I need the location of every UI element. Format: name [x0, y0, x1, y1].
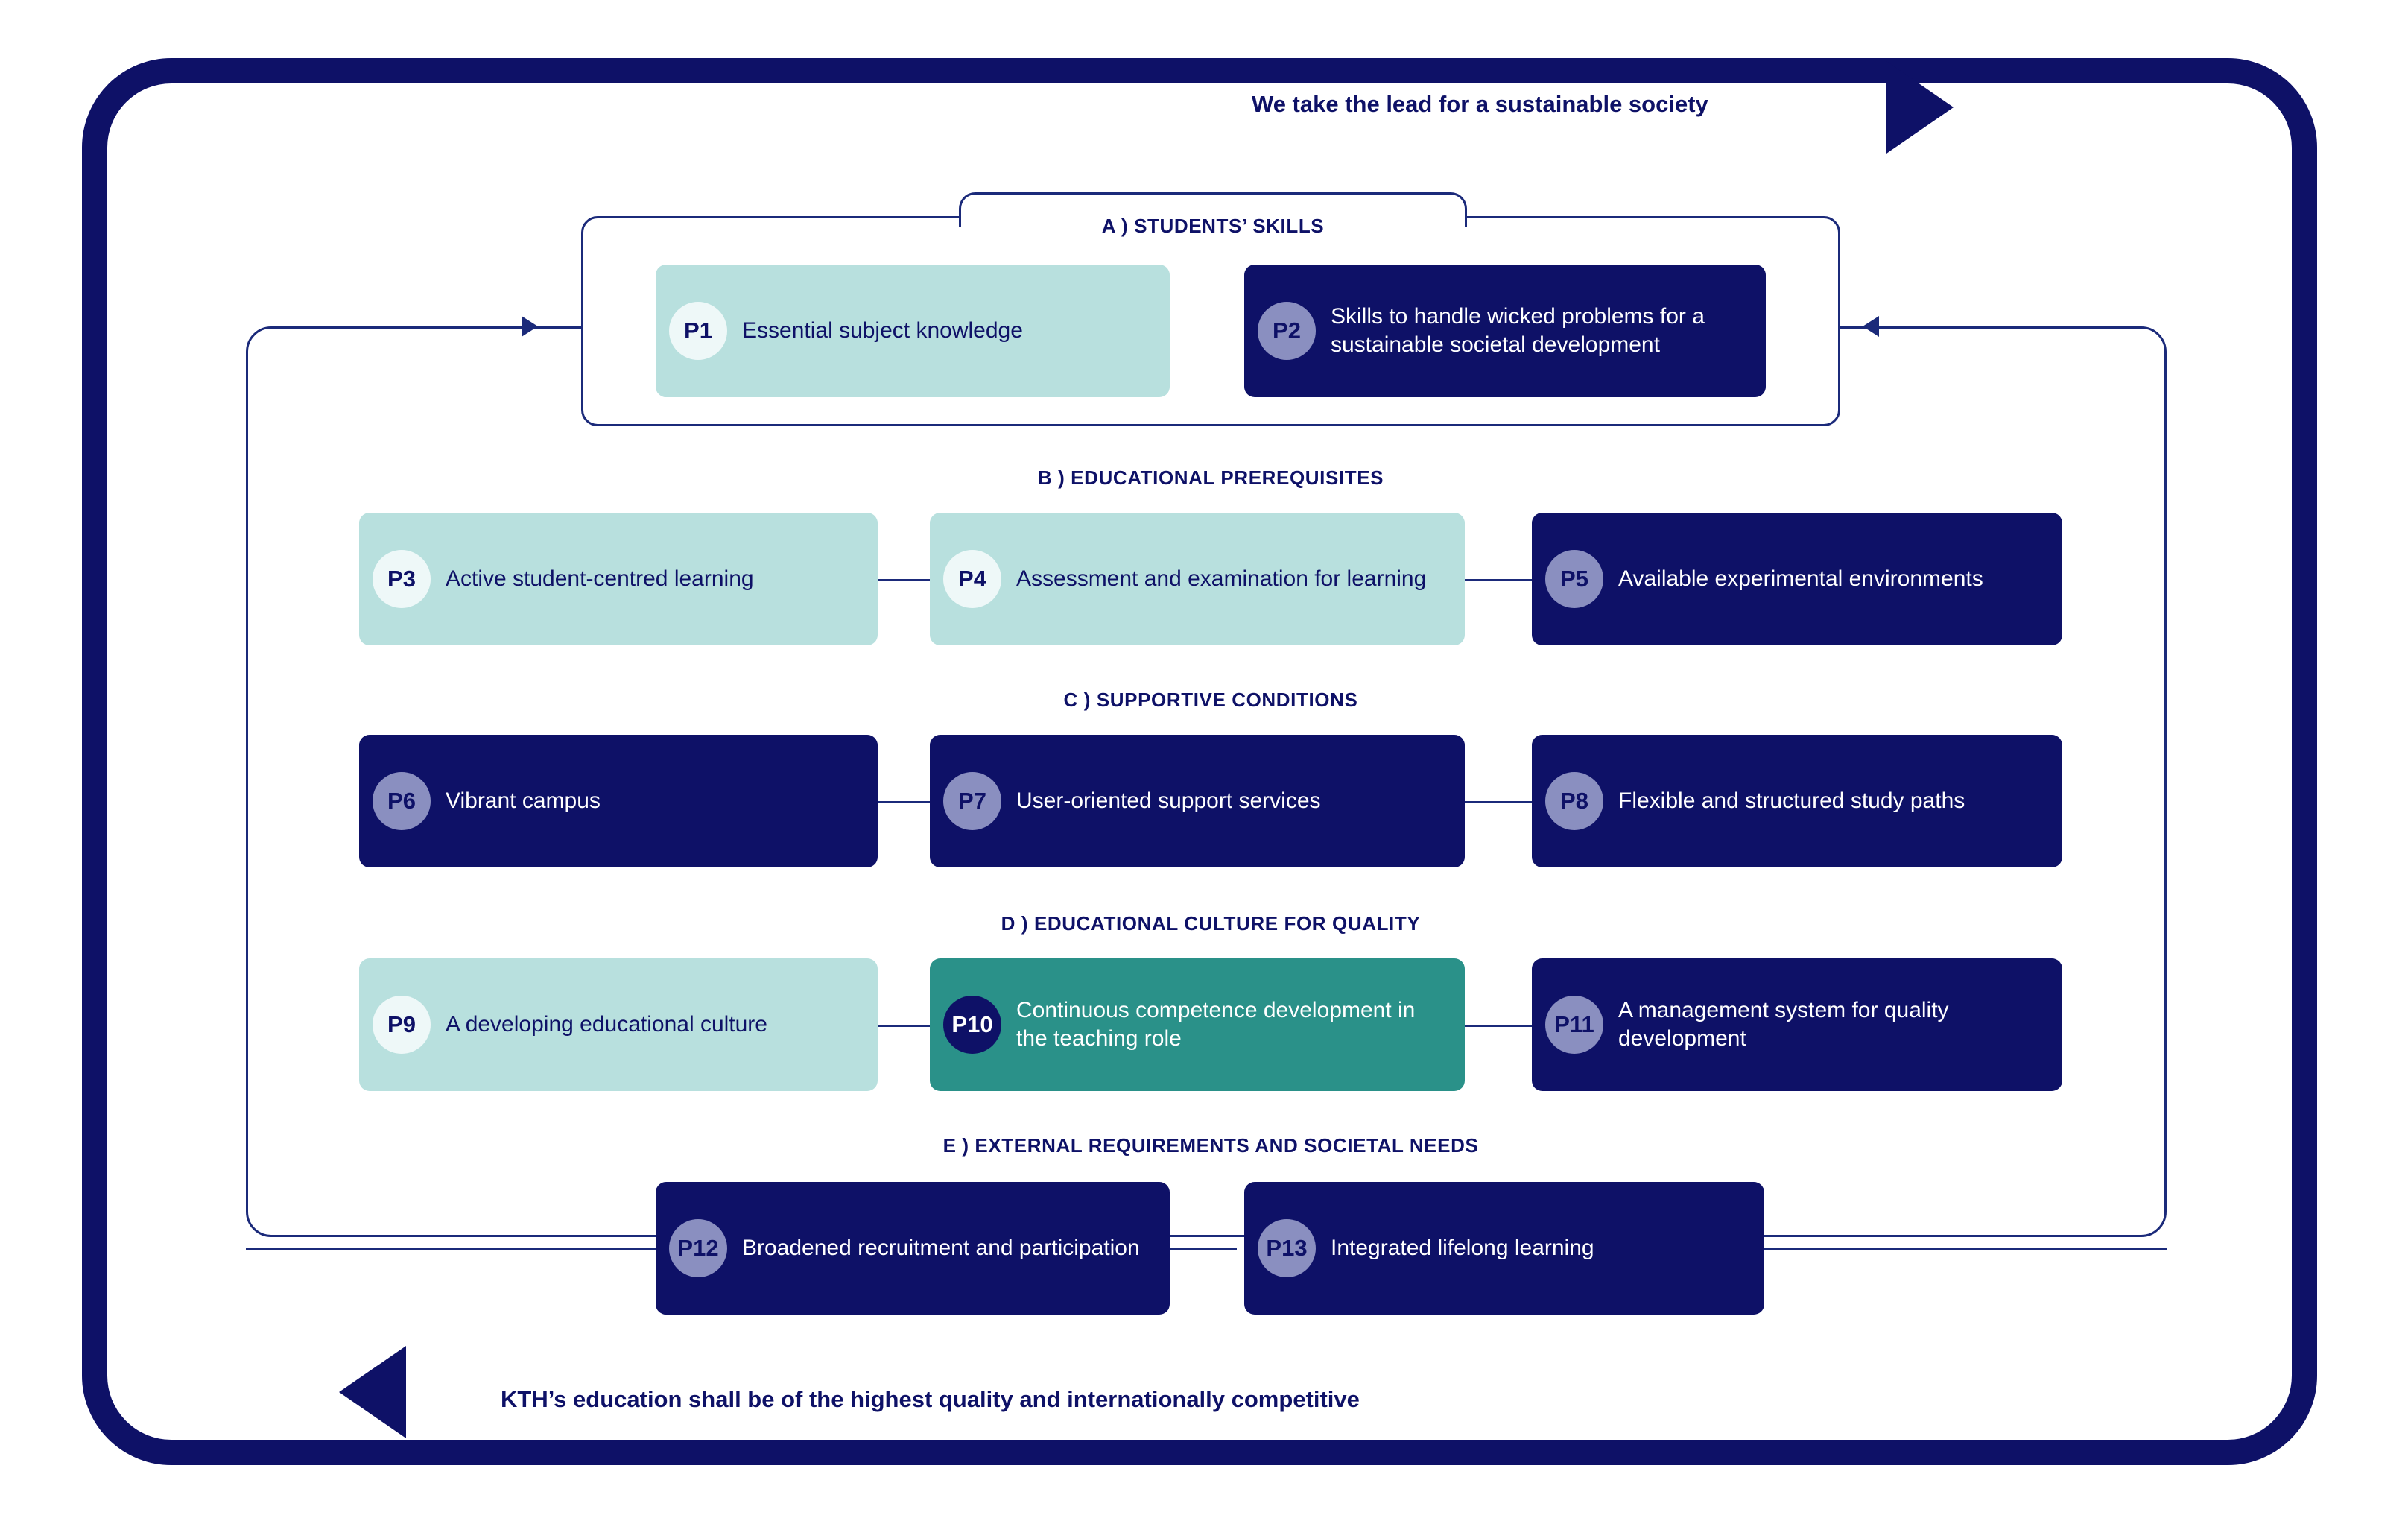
card-p6-badge: P6 — [373, 772, 431, 830]
card-p10-badge: P10 — [943, 996, 1001, 1054]
connector-p9-p10 — [878, 1025, 930, 1027]
card-p11-badge: P11 — [1545, 996, 1603, 1054]
card-p10[interactable] — [930, 958, 1465, 1091]
section-heading-b: B ) EDUCATIONAL PREREQUISITES — [1037, 467, 1384, 489]
card-p8-label: Flexible and structured study paths — [1618, 788, 1965, 813]
bottom-loop-label: KTH’s education shall be of the highest quality and internationally competitive — [501, 1386, 1360, 1412]
card-p5-badge: P5 — [1545, 550, 1603, 608]
card-p11-label: A management system for quality development — [1618, 997, 1949, 1051]
card-p3-label: Active student-centred learning — [446, 566, 754, 591]
card-p9[interactable] — [359, 958, 878, 1091]
card-p7[interactable] — [930, 735, 1465, 867]
card-p2[interactable] — [1244, 265, 1766, 397]
connector-p6-p7 — [878, 801, 930, 803]
loop-arrow-left-icon — [339, 1346, 406, 1438]
connector-p13-rail — [1764, 1248, 2167, 1250]
card-p11[interactable] — [1532, 958, 2062, 1091]
card-p8[interactable] — [1532, 735, 2062, 867]
connector-p7-p8 — [1465, 801, 1532, 803]
loop-arrow-right-icon — [1886, 61, 1954, 154]
section-heading-d: D ) EDUCATIONAL CULTURE FOR QUALITY — [1001, 912, 1421, 935]
card-p5-label: Available experimental environments — [1618, 566, 1983, 591]
connector-p10-p11 — [1465, 1025, 1532, 1027]
section-heading-a: A ) STUDENTS’ SKILLS — [1101, 215, 1325, 237]
card-p12-label: Broadened recruitment and participation — [742, 1235, 1140, 1260]
card-p8-badge: P8 — [1545, 772, 1603, 830]
card-p6[interactable] — [359, 735, 878, 867]
card-p6-label: Vibrant campus — [446, 788, 601, 813]
card-p5[interactable] — [1532, 513, 2062, 645]
card-p3-badge: P3 — [373, 550, 431, 608]
section-heading-c: C ) SUPPORTIVE CONDITIONS — [1063, 689, 1358, 711]
card-p7-label: User-oriented support services — [1016, 788, 1321, 813]
card-p4-badge: P4 — [943, 550, 1001, 608]
card-p3[interactable] — [359, 513, 878, 645]
rail-arrow-left-icon — [1863, 316, 1879, 337]
card-p1[interactable] — [656, 265, 1170, 397]
connector-p3-p4 — [878, 579, 930, 581]
card-p1-label: Essential subject knowledge — [742, 317, 1023, 343]
card-p10-label: Continuous competence development in the teaching role — [1016, 997, 1416, 1051]
card-p9-badge: P9 — [373, 996, 431, 1054]
connector-p12-p13 — [1170, 1248, 1237, 1250]
card-p9-label: A developing educational culture — [446, 1011, 767, 1037]
card-p4[interactable] — [930, 513, 1465, 645]
section-heading-e: E ) EXTERNAL REQUIREMENTS AND SOCIETAL NEEDS — [942, 1134, 1479, 1157]
card-p12[interactable] — [656, 1182, 1170, 1315]
card-p1-badge: P1 — [669, 302, 727, 360]
top-loop-label: We take the lead for a sustainable society — [1252, 91, 1708, 117]
rail-arrow-right-icon — [522, 316, 538, 337]
card-p13[interactable] — [1244, 1182, 1764, 1315]
card-p2-label: Skills to handle wicked problems for a sustainable societal development — [1331, 303, 1705, 357]
card-p2-badge: P2 — [1258, 302, 1316, 360]
connector-p4-p5 — [1465, 579, 1532, 581]
card-p13-label: Integrated lifelong learning — [1331, 1235, 1594, 1260]
card-p13-badge: P13 — [1258, 1219, 1316, 1277]
card-p4-label: Assessment and examination for learning — [1016, 566, 1427, 591]
connector-rail-p12 — [246, 1248, 656, 1250]
card-p7-badge: P7 — [943, 772, 1001, 830]
card-p12-badge: P12 — [669, 1219, 727, 1277]
